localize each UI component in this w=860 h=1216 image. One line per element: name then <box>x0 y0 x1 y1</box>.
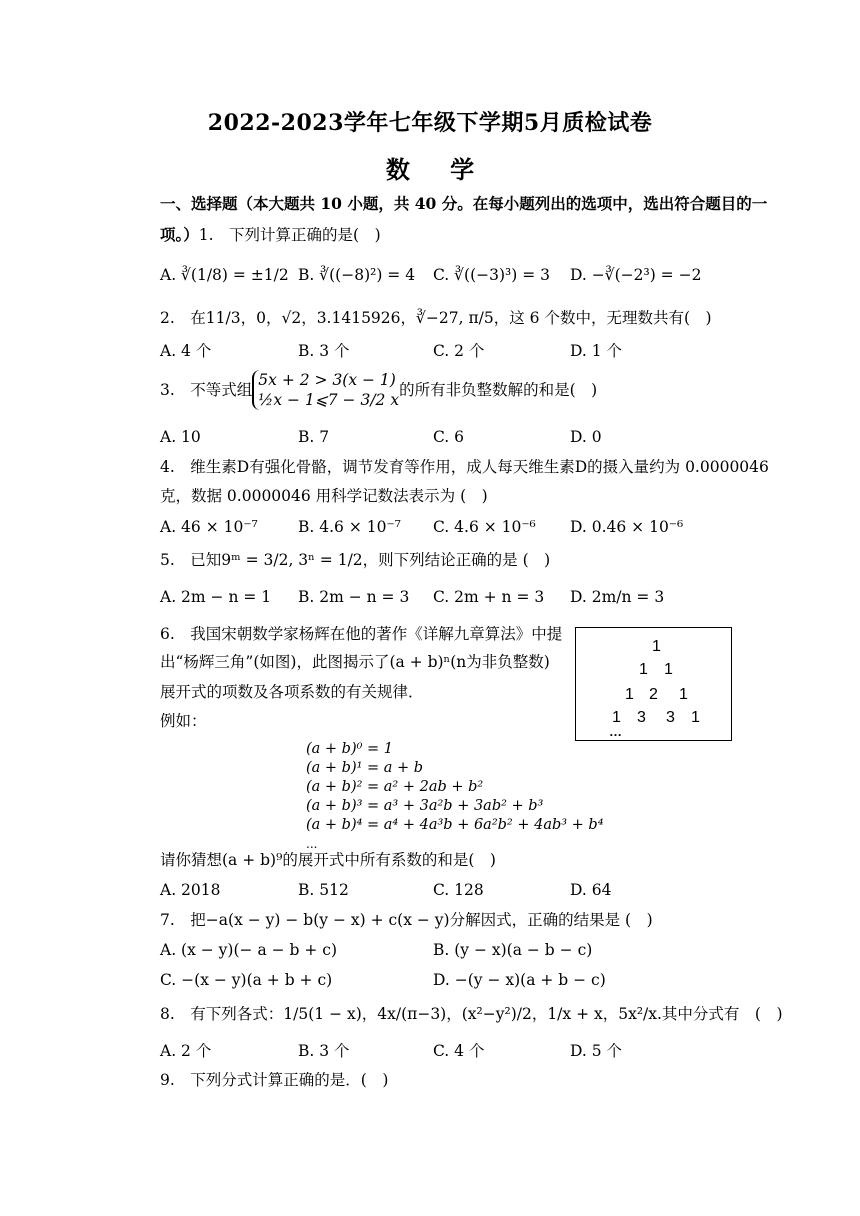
q3-option-b: B. 7 <box>298 428 330 446</box>
q5-option-d: D. 2m/n = 3 <box>570 588 665 606</box>
q6-option-b: B. 512 <box>298 881 349 899</box>
q4-option-c: C. 4.6 × 10⁻⁶ <box>433 518 536 536</box>
triangle-cell: 3 <box>666 709 675 726</box>
exam-title: 2022-2023学年七年级下学期5月质检试卷 <box>207 110 653 136</box>
q5-option-b: B. 2m − n = 3 <box>298 588 410 606</box>
triangle-cell: 3 <box>637 709 646 726</box>
expansion-3: (a + b)³ = a³ + 3a²b + 3ab² + b³ <box>306 798 544 814</box>
triangle-cell: 1 <box>679 686 688 703</box>
q6-stem-line1: 6. 我国宋朝数学家杨辉在他的著作《详解九章算法》中提 <box>160 625 563 643</box>
q7-option-c: C. −(x − y)(a + b + c) <box>160 971 333 989</box>
q4-stem-line2: 克，数据 0.0000046 用科学记数法表示为 ( ) <box>160 487 488 505</box>
q2-stem: 2. 在11/3，0，√2，3.1415926，∛−27, π/5，这 6 个数中，无理数共有( ) <box>160 309 712 327</box>
q7-stem: 7. 把−a(x − y) − b(y − x) + c(x − y)分解因式，正确的结果是 ( ) <box>160 911 653 929</box>
q7-option-d: D. −(y − x)(a + b − c) <box>433 971 606 989</box>
q3-option-a: A. 10 <box>160 428 201 446</box>
q1-option-b: B. ∛((−8)²) = 4 <box>298 266 416 284</box>
q8-option-d: D. 5 个 <box>570 1042 623 1060</box>
q3-ineq2: ½x − 1⩽7 − 3/2 x <box>258 391 400 409</box>
q1-option-d: D. −∛(−2³) = −2 <box>570 266 702 284</box>
q3-ineq1: 5x + 2 > 3(x − 1) <box>258 371 396 389</box>
q1-option-c: C. ∛((−3)³) = 3 <box>433 266 550 284</box>
q8-option-a: A. 2 个 <box>160 1042 212 1060</box>
q7-option-b: B. (y − x)(a − b − c) <box>433 941 593 959</box>
q2-option-b: B. 3 个 <box>298 342 350 360</box>
expansion-2: (a + b)² = a² + 2ab + b² <box>306 779 484 795</box>
q6-option-c: C. 128 <box>433 881 484 899</box>
q3-suffix: 的所有非负整数解的和是( ) <box>399 381 598 399</box>
binomial-expansions <box>306 740 604 854</box>
triangle-cell: 1 <box>639 661 648 678</box>
expansion-4: (a + b)⁴ = a⁴ + 4a³b + 6a²b² + 4ab³ + b⁴ <box>306 817 604 833</box>
q9-stem: 9. 下列分式计算正确的是．( ) <box>160 1071 389 1089</box>
q3-option-d: D. 0 <box>570 428 602 446</box>
subject-title: 数 学 <box>385 155 491 184</box>
triangle-dots: … <box>609 724 622 739</box>
q5-option-c: C. 2m + n = 3 <box>433 588 545 606</box>
q3-stem <box>160 370 597 410</box>
expansion-dots: ... <box>306 837 318 851</box>
q3-prefix: 3. 不等式组 <box>160 381 253 399</box>
q6-stem-line3: 展开式的项数及各项系数的有关规律． <box>160 683 424 701</box>
q4-option-d: D. 0.46 × 10⁻⁶ <box>570 518 684 536</box>
q6-stem-line2: 出“杨辉三角”(如图)，此图揭示了(a + b)ⁿ(n为非负整数) <box>160 653 550 671</box>
q6-stem-line4: 例如： <box>160 712 207 730</box>
triangle-cell: 2 <box>649 686 658 703</box>
q6-option-d: D. 64 <box>570 881 612 899</box>
triangle-cell: 1 <box>652 638 661 655</box>
q5-stem: 5. 已知9ᵐ = 3/2, 3ⁿ = 1/2，则下列结论正确的是 ( ) <box>160 551 551 569</box>
q4-stem-line1: 4. 维生素D有强化骨骼，调节发育等作用，成人每天维生素D的摄入量约为 0.0000046 <box>160 458 769 476</box>
triangle-cell: 1 <box>612 709 621 726</box>
q1-option-a: A. ∛(1/8) = ±1/2 <box>160 266 289 284</box>
q2-option-c: C. 2 个 <box>433 342 485 360</box>
q7-option-a: A. (x − y)(− a − b + c) <box>160 941 338 959</box>
q6-question: 请你猜想(a + b)⁹的展开式中所有系数的和是( ) <box>160 851 496 869</box>
section-heading: 一、选择题（本大题共 10 小题，共 40 分。在每小题列出的选项中，选出符合题目的一 <box>160 194 768 213</box>
q8-option-c: C. 4 个 <box>433 1042 485 1060</box>
q3-option-c: C. 6 <box>433 428 465 446</box>
expansion-1: (a + b)¹ = a + b <box>306 760 424 776</box>
q8-option-b: B. 3 个 <box>298 1042 350 1060</box>
q6-option-a: A. 2018 <box>160 881 221 899</box>
triangle-cell: 1 <box>625 686 634 703</box>
q5-option-a: A. 2m − n = 1 <box>160 588 272 606</box>
q1-stem: 项。）1. 下列计算正确的是( ) <box>160 225 381 244</box>
yang-hui-triangle-figure <box>575 627 732 741</box>
q2-option-a: A. 4 个 <box>160 342 212 360</box>
q4-option-b: B. 4.6 × 10⁻⁷ <box>298 518 401 536</box>
q8-stem: 8. 有下列各式：1/5(1 − x)，4x/(π−3)，(x²−y²)/2，1/x + x，5x²/x.其中分式有 ( ) <box>160 1005 783 1023</box>
triangle-cell: 1 <box>664 661 673 678</box>
q3-system <box>252 370 399 410</box>
expansion-0: (a + b)⁰ = 1 <box>306 741 394 757</box>
q2-option-d: D. 1 个 <box>570 342 623 360</box>
q4-option-a: A. 46 × 10⁻⁷ <box>160 518 258 536</box>
triangle-cell: 1 <box>691 709 700 726</box>
